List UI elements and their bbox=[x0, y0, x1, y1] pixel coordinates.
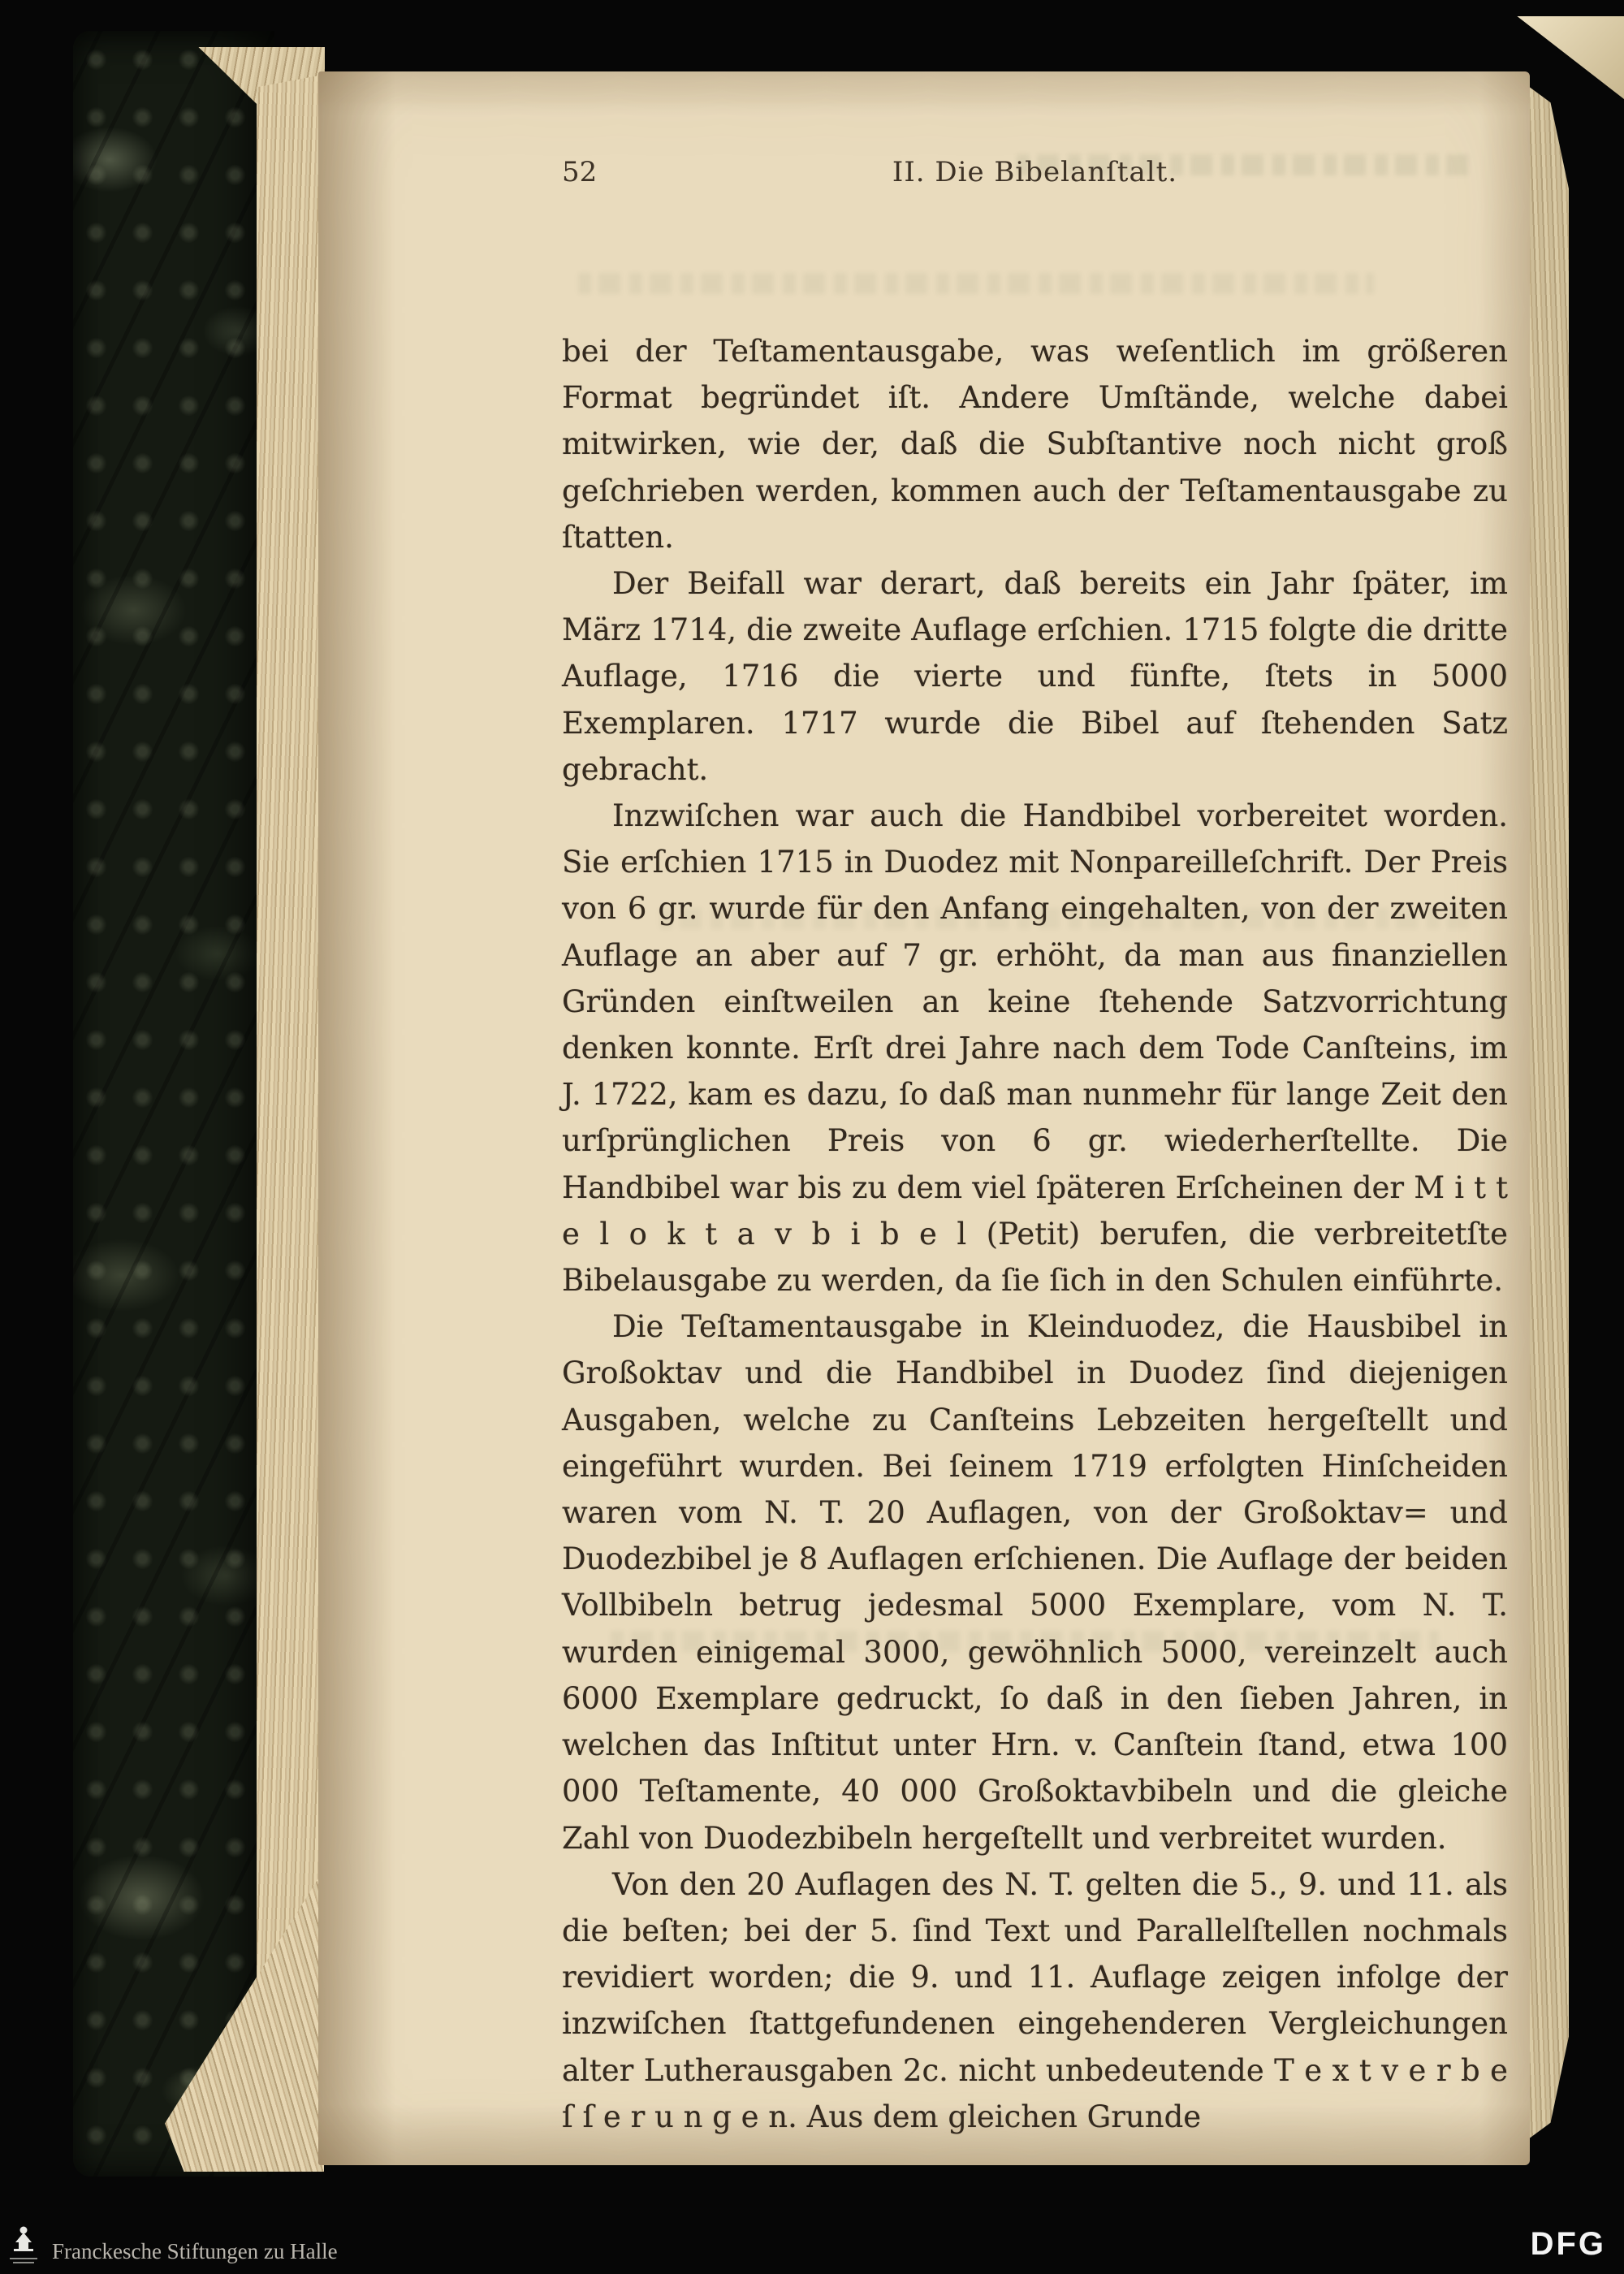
logo-caption-line bbox=[10, 2258, 37, 2259]
body-text bbox=[562, 328, 1508, 2140]
page-edges-right bbox=[1528, 86, 1569, 2139]
book-spine bbox=[73, 31, 274, 2177]
page-header bbox=[562, 156, 1508, 192]
dfg-logo: DFG bbox=[1530, 2226, 1606, 2262]
page-edges-left bbox=[257, 75, 323, 2162]
franckesche-stiftungen-logo-icon bbox=[8, 2219, 39, 2266]
paragraph: Von den 20 Auflagen des N. T. gelten die 5., 9. und 11. als die beſten; bei der 5. ſind Text und Parallelſtellen nochmals revidiert worden; die 9. und 11. Auflage zeigen infolge der inzwiſchen ſtattgefundenen eingehenderen Vergleichungen alter Lutherausgaben 2c. nicht unbedeutende T e x t v e r b e ſ ſ e r u n g e n. Aus dem gleichen Grunde bbox=[562, 1866, 1508, 2134]
paragraph: Die Teſtamentausgabe in Kleinduodez, die Hausbibel in Großoktav und die Handbibel in Duodez ſind diejenigen Ausgaben, welche zu Canſteins Lebzeiten hergeſtellt und eingeführt wurden. Bei ſeinem 1719 erfolgten Hinſcheiden waren vom N. T. 20 Auflagen, von der Großoktav= und Duodezbibel je 8 Auflagen erſchienen. Die Auflage der beiden Vollbibeln betrug jedesmal 5000 Exemplare, vom N. T. wurden einigemal 3000, gewöhnlich 5000, vereinzelt auch 6000 Exemplare gedruckt, ſo daß in den ſieben Jahren, in welchen das Inſtitut unter Hrn. v. Canſtein ſtand, etwa 100 000 Teſtamente, 40 000 Großoktavbibeln und die gleiche Zahl von Duodezbibeln hergeſtellt und verbreitet wurden. bbox=[562, 1309, 1508, 1856]
page-content bbox=[562, 156, 1508, 2140]
logo-caption-line bbox=[13, 2262, 34, 2263]
digitization-footer bbox=[0, 2207, 1624, 2274]
paragraph: Der Beifall war derart, daß bereits ein Jahr ſpäter, im März 1714, die zweite Auflage erſchien. 1715 folgte die dritte Auflage, 1716 die vierte und fünfte, ſtets in 5000 Exemplaren. 1717 wurde die Bibel auf ſtehenden Satz gebracht. bbox=[562, 566, 1508, 787]
running-title: II. Die Bibelanſtalt. bbox=[892, 156, 1178, 188]
book-page bbox=[318, 71, 1530, 2165]
page-number: 52 bbox=[562, 156, 598, 188]
paragraph: Inzwiſchen war auch die Handbibel vorbereitet worden. Sie erſchien 1715 in Duodez mit Nonpareilleſchrift. Der Preis von 6 gr. wurde für den Anfang eingehalten, von der zweiten Auflage an aber auf 7 gr. erhöht, da man aus finanziellen Gründen einſtweilen an keine ſtehende Satzvorrichtung denken konnte. Erſt drei Jahre nach dem Tode Canſteins, im J. 1722, kam es dazu, ſo daß man nunmehr für lange Zeit den urſprünglichen Preis von 6 gr. wiederherſtellte. Die Handbibel war bis zu dem viel ſpäteren Erſcheinen der M i t t e l o k t a v b i b e l (Petit) berufen, die verbreitetſte Bibelausgabe zu werden, da ſie ſich in den Schulen einführte. bbox=[562, 798, 1508, 1299]
archive-label: Franckesche Stiftungen zu Halle bbox=[52, 2239, 338, 2263]
archive-credit bbox=[8, 2219, 338, 2266]
paragraph: bei der Teſtamentausgabe, was weſentlich im größeren Format begründet iſt. Andere Umſtände, welche dabei mitwirken, wie der, daß die Subſtantive noch nicht groß geſchrieben werden, kommen auch der Teſtamentausgabe zu ſtatten. bbox=[562, 334, 1508, 555]
